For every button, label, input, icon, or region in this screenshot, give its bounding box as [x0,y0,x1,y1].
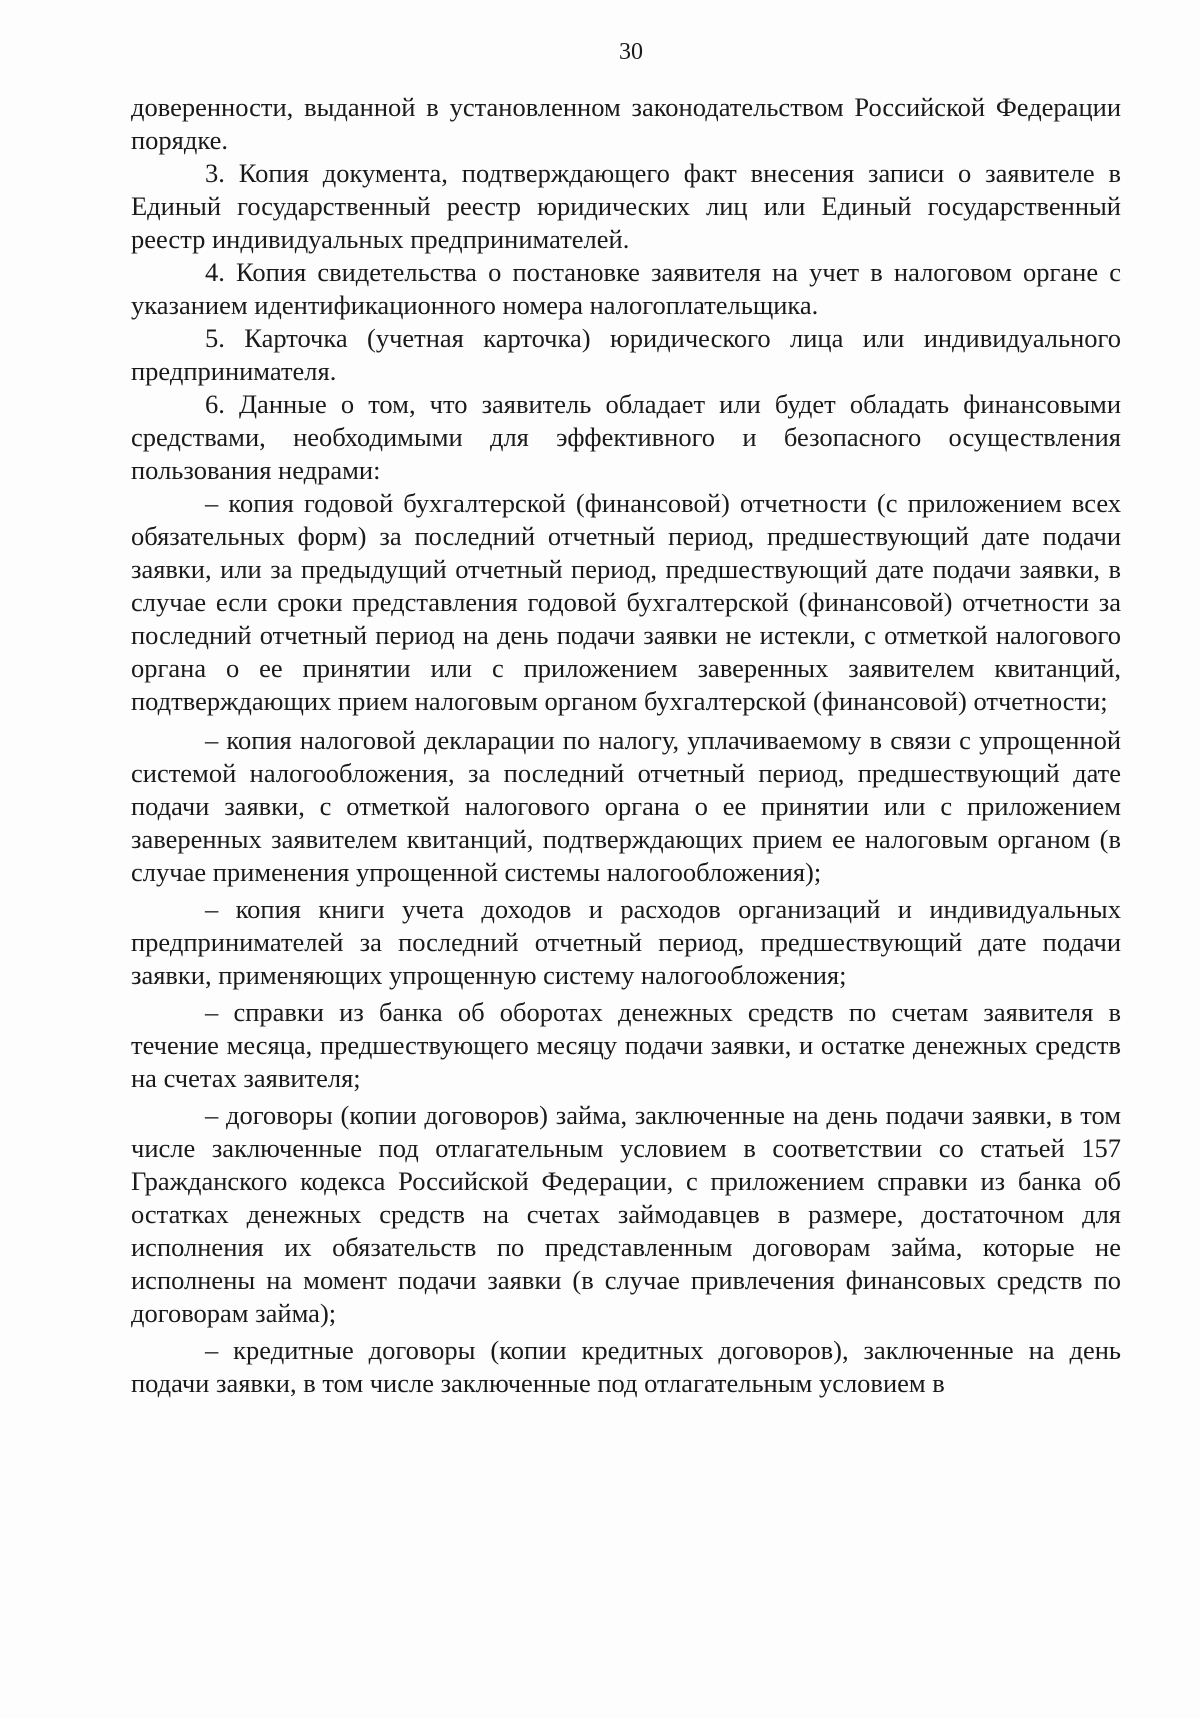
paragraph-continuation: доверенности, выданной в установленном законодательством Российской Федерации порядке. [131,92,1121,155]
paragraph-item-3: 3. Копия документа, подтверждающего факт внесения записи о заявителе в Единый государственный реестр юридических лиц или Единый государственный реестр индивидуальных предпринимателей. [131,158,1121,254]
list-item-income-ledger: – копия книги учета доходов и расходов организаций и индивидуальных предпринимателей за последний отчетный период, предшествующий дате подачи заявки, применяющих упрощенную систему налогообложения; [131,894,1121,990]
list-item-credit-agreements: – кредитные договоры (копии кредитных договоров), заключенные на день подачи заявки, в том числе заключенные под отлагательным условием в [131,1335,1121,1398]
paragraph-item-6: 6. Данные о том, что заявитель обладает или будет обладать финансовыми средствами, необходимыми для эффективного и безопасного осуществления пользования недрами: [131,389,1121,485]
paragraph-item-4: 4. Копия свидетельства о постановке заявителя на учет в налоговом органе с указанием идентификационного номера налогоплательщика. [131,257,1121,320]
paragraph-item-5: 5. Карточка (учетная карточка) юридического лица или индивидуального предпринимателя. [131,323,1121,386]
list-item-loan-agreements: – договоры (копии договоров) займа, заключенные на день подачи заявки, в том числе заключенные под отлагательным условием в соответствии со статьей 157 Гражданского кодекса Российской Федерации, с приложением справки из банка об остатках денежных средств на счетах займодавцев в размере, достаточном для исполнения их обязательств по представленным договорам займа, которые не исполнены на момент подачи заявки (в случае привлечения финансовых средств по договорам займа); [131,1100,1121,1328]
page-number: 30 [619,39,643,65]
list-item-tax-declaration: – копия налоговой декларации по налогу, уплачиваемому в связи с упрощенной системой налогообложения, за последний отчетный период, предшествующий дате подачи заявки, с отметкой налогового органа о ее принятии или с приложением заверенных заявителем квитанций, подтверждающих прием ее налоговым органом (в случае применения упрощенной системы налогообложения); [131,725,1121,887]
list-item-bank-statements: – справки из банка об оборотах денежных средств по счетам заявителя в течение месяца, предшествующего месяцу подачи заявки, и остатке денежных средств на счетах заявителя; [131,997,1121,1093]
list-item-annual-reporting: – копия годовой бухгалтерской (финансовой) отчетности (с приложением всех обязательных форм) за последний отчетный период, предшествующий дате подачи заявки, или за предыдущий отчетный период, предшествующий дате подачи заявки, в случае если сроки представления годовой бухгалтерской (финансовой) отчетности за последний отчетный период на день подачи заявки не истекли, с отметкой налогового органа о ее принятии или с приложением заверенных заявителем квитанций, подтверждающих прием налоговым органом бухгалтерской (финансовой) отчетности; [131,488,1121,716]
document-body [131,91,1121,1400]
